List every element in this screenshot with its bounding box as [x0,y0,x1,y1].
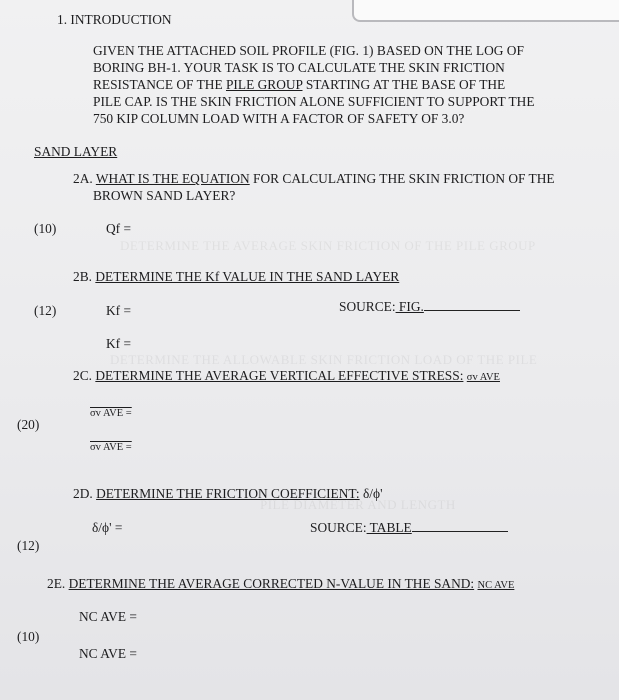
eq-nc-1: NC AVE = [79,609,137,624]
intro-line: GIVEN THE ATTACHED SOIL PROFILE (FIG. 1) BASED ON THE LOG OF [93,43,524,58]
question-2a: 2A. WHAT IS THE EQUATION FOR CALCULATING THE SKIN FRICTION OF THE [73,171,555,186]
source-fig-blank [424,298,520,311]
question-2a-line2: BROWN SAND LAYER? [93,188,236,203]
question-2d: 2D. DETERMINE THE FRICTION COEFFICIENT: δ/ϕ' [73,486,383,501]
eq-kf-1: Kf = [106,303,132,318]
eq-sigma-1: σv AVE = [90,408,132,419]
intro-line: PILE CAP. IS THE SKIN FRICTION ALONE SUFFICIENT TO SUPPORT THE [93,94,535,109]
heading: 1. INTRODUCTION [57,12,172,27]
points-2a: (10) [34,221,57,236]
eq-delta-phi: δ/ϕ' = [92,520,123,535]
eq-kf-2: Kf = [106,336,132,351]
source-table-blank [412,519,508,532]
intro-line: BORING BH-1. YOUR TASK IS TO CALCULATE THE SKIN FRICTION [93,60,505,75]
pile-group-underlined: PILE GROUP [225,77,303,92]
eq-sigma-2: σv AVE = [90,442,132,453]
bleed-through: DETERMINE THE AVERAGE SKIN FRICTION OF THE PILE GROUP [120,238,536,253]
question-2e: 2E. DETERMINE THE AVERAGE CORRECTED N-VALUE IN THE SAND: NC AVE [47,576,515,591]
eq-qf: Qf = [106,221,132,236]
eq-nc-2: NC AVE = [79,646,137,661]
bleed-through: PILE DIAMETER AND LENGTH [260,497,456,512]
points-2b: (12) [34,303,57,318]
section-title: SAND LAYER [34,144,118,159]
paper-corner [352,0,619,22]
bleed-through: DETERMINE THE ALLOWABLE SKIN FRICTION LOAD OF THE PILE [110,352,538,367]
question-2c: 2C. DETERMINE THE AVERAGE VERTICAL EFFECTIVE STRESS: σv AVE [73,368,500,383]
source-fig: SOURCE: FIG. [339,298,520,315]
question-2b: 2B. DETERMINE THE Kf VALUE IN THE SAND LAYER [73,269,400,284]
intro-line: 750 KIP COLUMN LOAD WITH A FACTOR OF SAFETY OF 3.0? [93,111,465,126]
points-2c: (20) [17,417,40,432]
intro-line: RESISTANCE OF THE PILE GROUP STARTING AT THE BASE OF THE [93,77,506,92]
source-table: SOURCE: TABLE [310,519,508,536]
points-2e: (10) [17,629,40,644]
points-2d: (12) [17,538,40,553]
